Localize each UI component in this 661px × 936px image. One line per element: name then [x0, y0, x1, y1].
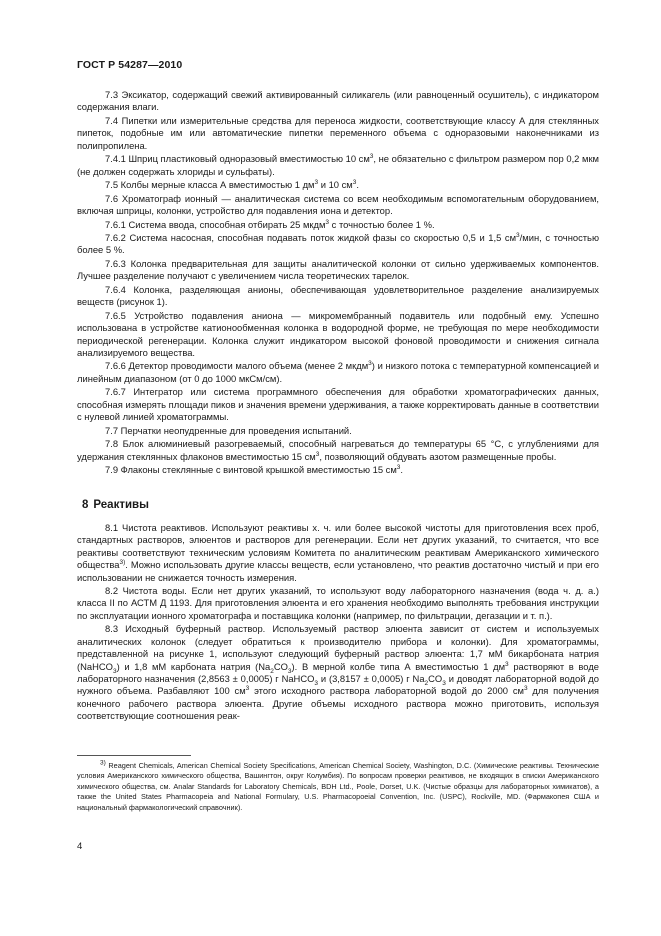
- clause-7-6-1: 7.6.1 Система ввода, способная отбирать 25 мкдм$^3$ с точностью более 1 %.: [105, 218, 435, 230]
- footnote-reference: 3): [119, 559, 126, 566]
- clause-7-6-6: 7.6.6 Детектор проводимости малого объема (менее 2 мкдм$^3$) и низкого потока с температурной компенсацией и линейным диапазоном (от 0 до 1000 мкСм/см).: [77, 360, 599, 384]
- footnote-separator: [77, 755, 191, 756]
- footnote: [77, 761, 599, 813]
- clause-7-3: 7.3 Эксикатор, содержащий свежий активированный силикагель (или равноценный осушитель), с индикатором содержания влаги.: [77, 89, 599, 113]
- document-header: ГОСТ Р 54287—2010: [77, 59, 183, 71]
- clause-8-3: 8.3 Исходный буферный раствор. Используемый раствор элюента зависит от систем и используемых аналитических колонок (следует обратиться к производителю прибора и колонки). Для хроматограммы, представленной на рисунке 1, используют следующий буферный раствор элюента: 1,7 мМ бикарбоната натрия (NaHCO$_3$) и 1,8 мМ карбоната натрия $(Na_2CO_3)$. В мерной колбе типа А вместимостью 1 $дм^3$ растворяют в воде лабораторного назначения (2,8563 ± 0,0005) г NaHCO$_3$ и (3,8157 ± 0,0005) г $Na_2CO_3$ и доводят лабораторной водой до нужного объема. Разбавляют 100 $см^3$ этого исходного раствора лабораторной водой до 2000 $см^3$ для получения конечного рабочего раствора элюента. Другие объемы исходного раствора можно приготовить, используя соответствующие соотношения реак-: [77, 623, 600, 722]
- clause-7-4-1: 7.4.1 Шприц пластиковый одноразовый вместимостью 10 $см^3$, не обязательно с фильтром размером пор 0,2 мкм (не должен содержать хлориды и сульфаты).: [77, 153, 599, 177]
- clause-7-6-2: 7.6.2 Система насосная, способная подавать поток жидкой фазы со скоростью 0,5 и 1,5 $см^3$/мин, с точностью более 5 %.: [77, 231, 599, 256]
- clause-7-6-3: 7.6.3 Колонка предварительная для защиты аналитической колонки от сильно удерживаемых компонентов. Лучшее разделение получают с увеличением числа теоретических тарелок.: [77, 257, 599, 282]
- clause-8-1: 8.1 Чистота реактивов. Используют реактивы х. ч. или более высокой чистоты для приготовления всех проб, стандартных растворов, элюентов и растворов для регенерации. Если нет других указаний, то считается, что все реактивы соответствуют техническим условиям Комитета по аналитическим реактивам Американского химического общества$^{3)}$. Можно использовать другие классы веществ, если установлено, что реактив достаточно чистый и при его использовании не снижается точность измерения.: [77, 521, 599, 583]
- footnote-marker: 3): [100, 759, 106, 767]
- footnote-text: Reagent Chemicals, American Chemical Society Specifications, American Chemical Society, Washington, D.C. (Химические реактивы. Технические условия Американского химического общества, Вашингтон, округ Колумбия). По вопросам проверки реактивов, не входящих в списки Американского химического общества, см. Analar Standards for Laboratory Chemicals, BDH Ltd., Poole, Dorset, U.K. (Чистые образцы для лабораторных химикатов), а также the United States Pharmacopeia and National Formulary, U.S. Pharmacopoeial Convention, Inc. (USPC), Rockville, MD. (Фармакопея США и национальный фармакологический справочник).: [77, 761, 599, 812]
- clause-8-2: 8.2 Чистота воды. Если нет других указаний, то используют воду лабораторного назначения (вода ч. д. а.) класса II по АСТМ Д 1193. Для приготовления элюента и его хранения необходимо выполнять требования инструкции по эксплуатации ионного хроматографа и поставщика колонки (например, по фильтрации, дегазации и т. п.).: [77, 585, 599, 621]
- clause-7-8: 7.8 Блок алюминиевый разогреваемый, способный нагреваться до температуры 65 °С, с углублениями для удержания стеклянных флаконов вместимостью 15 $см^3$, позволяющий обдувать азотом размещенные пробы.: [77, 438, 599, 462]
- clause-7-6-7: 7.6.7 Интегратор или система программного обеспечения для обработки хроматографических данных, способная измерять площади пиков и значения времени удерживания, а также корректировать данные в соответствии с нулевой линией хроматограммы.: [77, 386, 599, 423]
- document-body: [77, 89, 599, 724]
- page-number: 4: [77, 841, 83, 852]
- clause-7-5: 7.5 Колбы мерные класса А вместимостью 1 $дм^3$ и 10 $см^3$.: [105, 179, 359, 191]
- clause-7-6-4: 7.6.4 Колонка, разделяющая анионы, обеспечивающая удовлетворительное разделение анализируемых веществ (рисунок 1).: [77, 283, 599, 308]
- section-8-heading: 8 Реактивы: [82, 498, 149, 511]
- clause-7-9: 7.9 Флаконы стеклянные с винтовой крышкой вместимостью 15 $см^3$.: [105, 463, 404, 476]
- clause-7-4: 7.4 Пипетки или измерительные средства для переноса жидкости, соответствующие классу А для стеклянных пипеток, подобные им или автоматические пипетки переменного объема с одноразовыми наконечниками из полипропилена.: [77, 114, 599, 151]
- clause-7-6: 7.6 Хроматограф ионный — аналитическая система со всем необходимым вспомогательным оборудованием, включая шприцы, колонки, устройство для подавления иона и детектор.: [77, 192, 599, 217]
- clause-7-6-5: 7.6.5 Устройство подавления аниона — микромембранный подавитель или подобный ему. Успешно использована в устройстве катионообменная колонка в водородной форме, не требующая по мере необходимости периодической регенерации. Колонка служит индикатором высокой фоновой проводимости и снижения сигнала анализируемого вещества.: [77, 309, 599, 358]
- clause-7-7: 7.7 Перчатки неопудренные для проведения испытаний.: [105, 424, 352, 436]
